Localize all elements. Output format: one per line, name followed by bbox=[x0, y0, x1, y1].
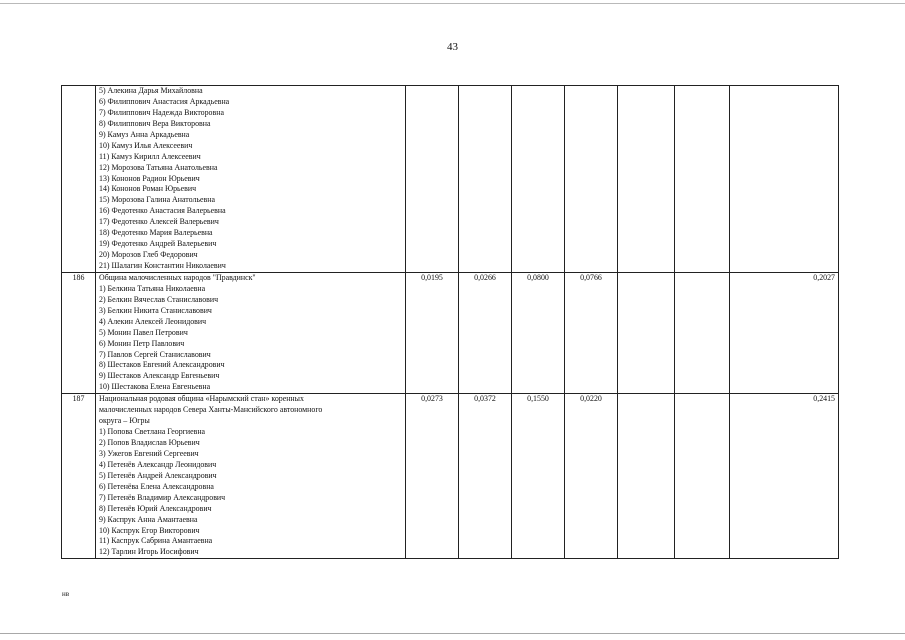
scan-bottom-edge bbox=[0, 633, 905, 634]
value-cell bbox=[675, 86, 730, 273]
page-number: 43 bbox=[447, 41, 458, 53]
table-row bbox=[62, 394, 839, 559]
value-cell bbox=[618, 394, 675, 559]
member-name: 4) Алекин Алексей Леонидович bbox=[99, 316, 207, 326]
community-name-line: Национальная родовая община «Нарымский стан» коренных bbox=[99, 394, 304, 404]
member-name: 5) Петенёв Андрей Александрович bbox=[99, 470, 217, 480]
value-cell bbox=[406, 86, 459, 273]
member-name: 19) Федотенко Андрей Валерьевич bbox=[99, 239, 217, 249]
value-cell: 0,0372 bbox=[459, 394, 512, 559]
member-name: 7) Петенёв Владимир Александрович bbox=[99, 492, 226, 502]
member-name: 7) Павлов Сергей Станиславович bbox=[99, 349, 211, 359]
member-name: 3) Ужегов Евгений Сергеевич bbox=[99, 448, 199, 458]
value-cell bbox=[618, 86, 675, 273]
member-name: 9) Шестаков Александр Евгеньевич bbox=[99, 371, 220, 381]
value-cell bbox=[618, 272, 675, 393]
total-cell: 0,2415 bbox=[730, 394, 839, 559]
community-cell bbox=[96, 394, 406, 559]
member-name: 10) Шестакова Елена Евгеньевна bbox=[99, 382, 211, 392]
member-name: 12) Тарлин Игорь Иосифович bbox=[99, 547, 199, 557]
member-name: 16) Федотенко Анастасия Валерьевна bbox=[99, 206, 226, 216]
member-name: 11) Каспрук Сабрина Амантаевна bbox=[99, 536, 213, 546]
member-name: 10) Каспрук Егор Викторович bbox=[99, 525, 200, 535]
member-name: 18) Федотенко Мария Валерьевна bbox=[99, 228, 213, 238]
total-cell: 0,2027 bbox=[730, 272, 839, 393]
community-cell bbox=[96, 86, 406, 273]
community-name-line: малочисленных народов Севера Ханты-Мансийского автономного bbox=[99, 405, 323, 415]
table-row bbox=[62, 272, 839, 393]
member-name: 13) Кононов Радион Юрьевич bbox=[99, 173, 200, 183]
value-cell: 0,1550 bbox=[512, 394, 565, 559]
member-name: 2) Белкин Вячеслав Станиславович bbox=[99, 294, 219, 304]
row-number: 187 bbox=[62, 394, 96, 559]
member-name: 2) Попов Владислав Юрьевич bbox=[99, 438, 200, 447]
value-cell: 0,0766 bbox=[565, 272, 618, 393]
table-row bbox=[62, 86, 839, 273]
row-number: 186 bbox=[62, 272, 96, 393]
community-name-line: округа – Югры bbox=[99, 416, 150, 426]
value-cell: 0,0266 bbox=[459, 272, 512, 393]
value-cell bbox=[565, 86, 618, 273]
value-cell: 0,0800 bbox=[512, 272, 565, 393]
member-name: 1) Попова Светлана Георгиевна bbox=[99, 427, 206, 437]
member-name: 5) Алекина Дарья Михайловна bbox=[99, 86, 203, 95]
member-name: 4) Петенёв Александр Леонидович bbox=[99, 459, 217, 469]
member-name: 8) Шестаков Евгений Александрович bbox=[99, 360, 225, 370]
member-name: 10) Камуз Илья Алексеевич bbox=[99, 140, 193, 150]
member-name: 8) Филиппович Вера Викторовна bbox=[99, 118, 211, 128]
scan-top-edge bbox=[0, 3, 905, 4]
member-name: 21) Шалагин Константин Николаевич bbox=[99, 261, 226, 270]
member-name: 6) Филиппович Анастасия Аркадьевна bbox=[99, 96, 230, 106]
member-name: 9) Каспрук Анна Амантаевна bbox=[99, 514, 198, 524]
value-cell: 0,0220 bbox=[565, 394, 618, 559]
member-name: 11) Камуз Кирилл Алексеевич bbox=[99, 151, 201, 161]
value-cell: 0,0195 bbox=[406, 272, 459, 393]
member-name: 8) Петенёв Юрий Александрович bbox=[99, 503, 212, 513]
member-name: 20) Морозов Глеб Федорович bbox=[99, 250, 198, 260]
member-name: 6) Петенёва Елена Александровна bbox=[99, 481, 214, 491]
value-cell bbox=[512, 86, 565, 273]
member-name: 15) Морозова Галина Анатольевна bbox=[99, 195, 215, 205]
total-cell bbox=[730, 86, 839, 273]
value-cell: 0,0273 bbox=[406, 394, 459, 559]
community-allocation-table bbox=[61, 85, 839, 559]
member-name: 1) Белкина Татьяна Николаевна bbox=[99, 283, 206, 293]
community-cell bbox=[96, 272, 406, 393]
row-number bbox=[62, 86, 96, 273]
footer-mark: нв bbox=[62, 590, 70, 598]
member-name: 12) Морозова Татьяна Анатольевна bbox=[99, 162, 218, 172]
member-name: 7) Филиппович Надежда Викторовна bbox=[99, 107, 224, 117]
member-name: 6) Монин Петр Павлович bbox=[99, 338, 185, 348]
member-name: 5) Монин Павел Петрович bbox=[99, 327, 188, 337]
value-cell bbox=[675, 394, 730, 559]
member-name: 3) Белкин Никита Станиславович bbox=[99, 305, 212, 315]
member-name: 17) Федотенко Алексей Валерьевич bbox=[99, 217, 219, 227]
member-name: 14) Кононов Роман Юрьевич bbox=[99, 184, 197, 194]
member-name: 9) Камуз Анна Аркадьевна bbox=[99, 129, 190, 139]
value-cell bbox=[675, 272, 730, 393]
community-name-line: Община малочисленных народов "Правдинск" bbox=[99, 272, 256, 282]
value-cell bbox=[459, 86, 512, 273]
